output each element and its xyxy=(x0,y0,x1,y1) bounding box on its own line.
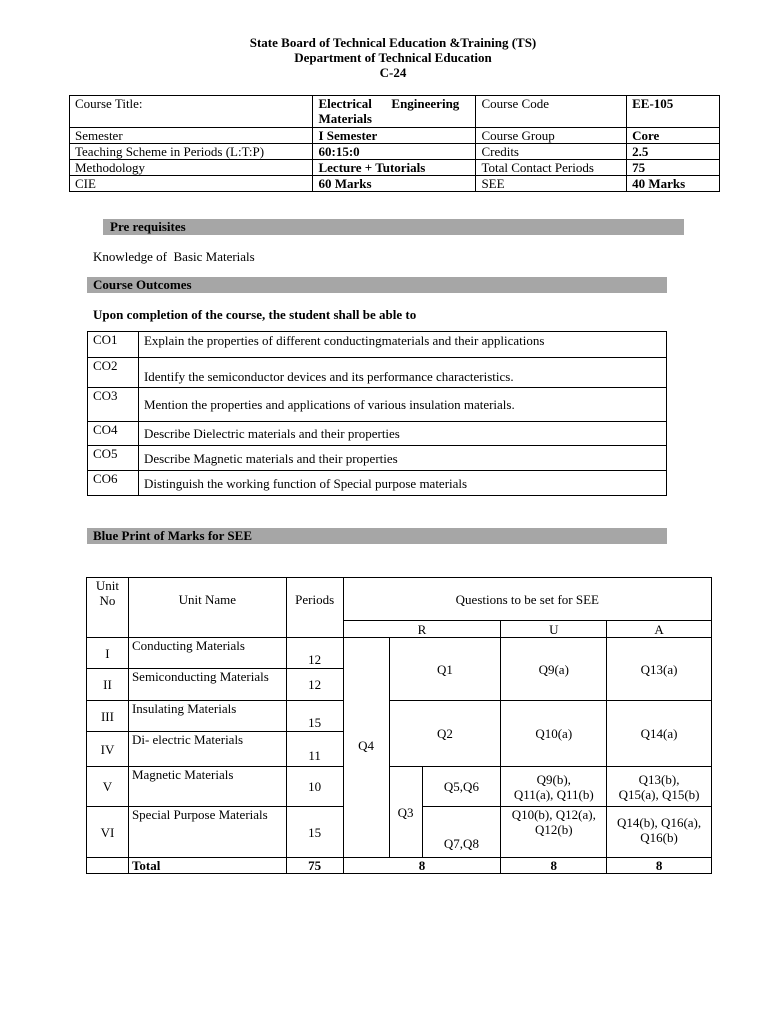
teaching-value: 60:15:0 xyxy=(313,144,476,160)
total-periods: 75 xyxy=(286,858,343,874)
unit-no: IV xyxy=(87,732,129,767)
course-title-label: Course Title: xyxy=(70,96,313,128)
co-code: CO6 xyxy=(88,471,139,496)
teaching-label: Teaching Scheme in Periods (L:T:P) xyxy=(70,144,313,160)
total-label: Total xyxy=(128,858,286,874)
unit-name: Semiconducting Materials xyxy=(128,669,286,701)
unit-no-header: Unit No xyxy=(87,578,129,638)
co-row xyxy=(88,388,667,422)
unit-row xyxy=(87,701,712,732)
q3-cell: Q3 xyxy=(389,767,422,858)
unit-name: Conducting Materials xyxy=(128,638,286,669)
see-value: 40 Marks xyxy=(627,176,720,192)
course-title-value: Electrical Engineering Materials xyxy=(313,96,476,128)
unit-periods: 15 xyxy=(286,807,343,858)
a-group2-cell: Q14(a) xyxy=(607,701,712,767)
r-group2-cell: Q2 xyxy=(389,701,501,767)
u-group1-cell: Q9(a) xyxy=(501,638,607,701)
contact-periods-label: Total Contact Periods xyxy=(476,160,627,176)
unit-name: Magnetic Materials xyxy=(128,767,286,807)
u-unit6-cell: Q10(b), Q12(a), Q12(b) xyxy=(501,807,607,858)
prerequisites-text: Knowledge of Basic Materials xyxy=(93,249,255,264)
co-row xyxy=(88,422,667,446)
unit-periods: 12 xyxy=(286,669,343,701)
unit-no: I xyxy=(87,638,129,669)
course-code-value: EE-105 xyxy=(627,96,720,128)
co-code: CO3 xyxy=(88,388,139,422)
credits-label: Credits xyxy=(476,144,627,160)
co-code: CO1 xyxy=(88,332,139,358)
u-group2-cell: Q10(a) xyxy=(501,701,607,767)
co-text: Explain the properties of different conductingmaterials and their applications xyxy=(138,332,666,358)
credits-value: 2.5 xyxy=(627,144,720,160)
course-outcomes-intro: Upon completion of the course, the student shall be able to xyxy=(93,307,417,322)
co-row xyxy=(88,446,667,471)
u-unit5-cell: Q9(b), Q11(a), Q11(b) xyxy=(501,767,607,807)
r-unit6-cell: Q7,Q8 xyxy=(422,807,501,858)
blueprint-heading: Blue Print of Marks for SEE xyxy=(87,528,667,544)
co-text: Describe Dielectric materials and their properties xyxy=(138,422,666,446)
a-unit5-cell: Q13(b), Q15(a), Q15(b) xyxy=(607,767,712,807)
co-text: Mention the properties and applications of various insulation materials. xyxy=(138,388,666,422)
methodology-value: Lecture + Tutorials xyxy=(313,160,476,176)
unit-periods: 11 xyxy=(286,732,343,767)
co-row xyxy=(88,332,667,358)
unit-periods: 15 xyxy=(286,701,343,732)
co-text: Identify the semiconductor devices and its performance characteristics. xyxy=(138,358,666,388)
co-code: CO4 xyxy=(88,422,139,446)
unit-name: Special Purpose Materials xyxy=(128,807,286,858)
r-group1-cell: Q1 xyxy=(389,638,501,701)
course-code-label: Course Code xyxy=(476,96,627,128)
semester-value: I Semester xyxy=(313,128,476,144)
periods-header: Periods xyxy=(286,578,343,638)
see-label: SEE xyxy=(476,176,627,192)
a-group1-cell: Q13(a) xyxy=(607,638,712,701)
unit-no: III xyxy=(87,701,129,732)
unit-row xyxy=(87,638,712,669)
semester-label: Semester xyxy=(70,128,313,144)
total-row xyxy=(87,858,712,874)
methodology-label: Methodology xyxy=(70,160,313,176)
unit-name: Insulating Materials xyxy=(128,701,286,732)
cie-label: CIE xyxy=(70,176,313,192)
unit-no: VI xyxy=(87,807,129,858)
total-u: 8 xyxy=(501,858,607,874)
blueprint-header-row xyxy=(87,578,712,621)
contact-periods-value: 75 xyxy=(627,160,720,176)
unit-no: II xyxy=(87,669,129,701)
unit-row xyxy=(87,767,712,807)
board-title: State Board of Technical Education &Training (TS) xyxy=(249,35,537,50)
q4-cell: Q4 xyxy=(343,638,389,858)
r-header: R xyxy=(343,621,501,638)
unit-periods: 10 xyxy=(286,767,343,807)
department-title: Department of Technical Education xyxy=(294,50,492,65)
co-code: CO5 xyxy=(88,446,139,471)
course-group-label: Course Group xyxy=(476,128,627,144)
course-outcomes-table xyxy=(87,331,667,496)
unit-periods: 12 xyxy=(286,638,343,669)
course-group-value: Core xyxy=(627,128,720,144)
total-a: 8 xyxy=(607,858,712,874)
co-row xyxy=(88,358,667,388)
unit-name: Di- electric Materials xyxy=(128,732,286,767)
course-info-table xyxy=(69,95,720,192)
questions-header: Questions to be set for SEE xyxy=(343,578,711,621)
unit-name-header: Unit Name xyxy=(128,578,286,638)
a-unit6-cell: Q14(b), Q16(a), Q16(b) xyxy=(607,807,712,858)
marks-row xyxy=(70,176,720,192)
course-outcomes-heading: Course Outcomes xyxy=(87,277,667,293)
co-text: Describe Magnetic materials and their properties xyxy=(138,446,666,471)
course-title-row xyxy=(70,96,720,128)
prerequisites-heading: Pre requisites xyxy=(103,219,684,235)
r-unit5-cell: Q5,Q6 xyxy=(422,767,501,807)
co-text: Distinguish the working function of Special purpose materials xyxy=(138,471,666,496)
curriculum-code: C-24 xyxy=(379,65,407,80)
teaching-row xyxy=(70,144,720,160)
unit-no: V xyxy=(87,767,129,807)
co-row xyxy=(88,471,667,496)
total-blank-cell xyxy=(87,858,129,874)
co-code: CO2 xyxy=(88,358,139,388)
u-header: U xyxy=(501,621,607,638)
blueprint-table xyxy=(86,577,712,874)
methodology-row xyxy=(70,160,720,176)
semester-row xyxy=(70,128,720,144)
a-header: A xyxy=(607,621,712,638)
total-r: 8 xyxy=(343,858,501,874)
cie-value: 60 Marks xyxy=(313,176,476,192)
